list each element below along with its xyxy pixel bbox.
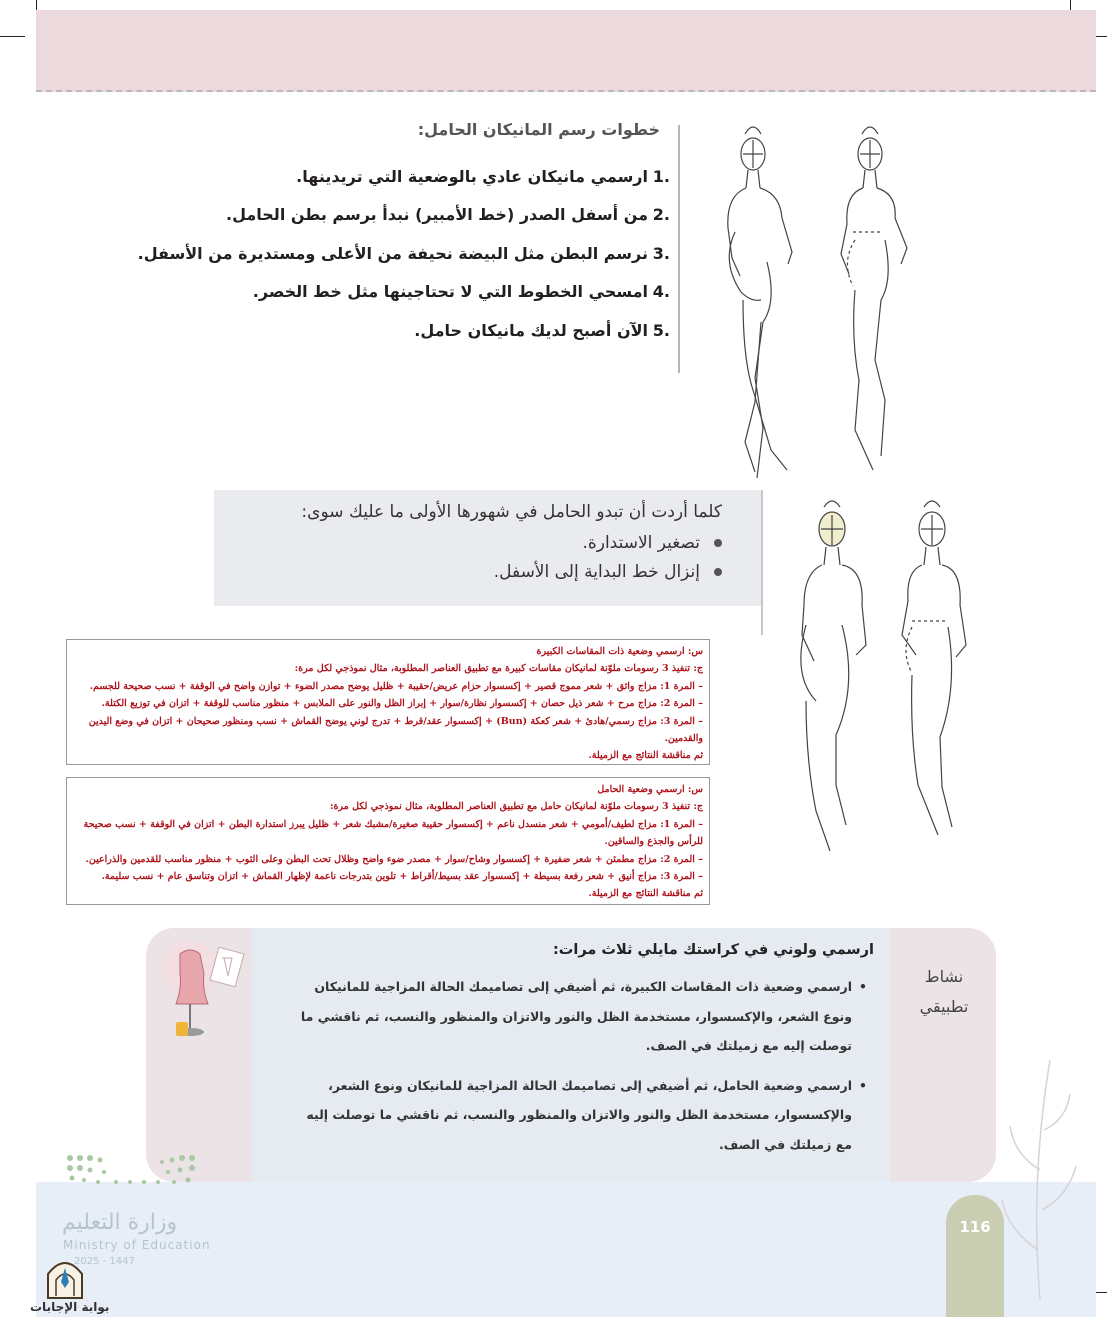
mannequin-figures-bottom	[772, 495, 987, 870]
step-item	[120, 157, 670, 196]
header-divider	[36, 90, 1096, 92]
activity-item-line: ونوع الشعر، والإكسسوار، مستخدمة الظل والنور والاتزان والمنظور والنسب، ثم ناقشي ما	[300, 1008, 852, 1024]
step-number: .1	[652, 166, 670, 186]
answer-line: س: ارسمي وضعية ذات المقاسات الكبيرة	[536, 646, 703, 657]
note-list	[234, 528, 722, 586]
answer-line: للرأس والجذع والساقين.	[604, 836, 703, 848]
crop-mark	[0, 36, 25, 37]
steps-title: خطوات رسم المانيكان الحامل:	[417, 120, 660, 139]
answer-line: ج: تنفيذ 3 رسومات ملوّنة لمانيكان مقاسات كبيرة مع تطبيق العناصر المطلوبة، مثال نموذجي لكل مرة:	[294, 663, 703, 675]
step-item	[120, 196, 670, 235]
activity-content	[262, 942, 874, 1169]
answer-line: – المرة 1: مزاج واثق + شعر مموج قصير + إكسسوار حزام عريض/حقيبة + ظليل يوضح مصدر الضوء + توازن واضح في الوقفة + نسب صحيحة للجسم.	[89, 680, 703, 692]
activity-item	[262, 972, 874, 1061]
decorative-plant-icon	[990, 1050, 1090, 1300]
note-divider	[761, 490, 763, 635]
bullet-icon: •	[859, 979, 867, 994]
bullet-icon	[714, 568, 722, 576]
step-number: .3	[652, 243, 670, 263]
portal-logo-icon	[44, 1256, 86, 1300]
step-text: ارسمي مانيكان عادي بالوضعية التي تريدينها.	[296, 166, 648, 186]
step-number: .5	[652, 320, 670, 340]
step-item	[120, 234, 670, 273]
mannequin-figures-top	[705, 122, 935, 492]
note-title: كلما أردت أن تبدو الحامل في شهورها الأولى ما عليك سوى:	[301, 502, 722, 522]
bullet-icon	[714, 539, 722, 547]
step-text: نرسم البطن مثل البيضة نحيفة من الأعلى ومستديرة من الأسفل.	[137, 243, 648, 263]
answer-line: – المرة 3: مزاج رسمي/هادئ + شعر كعكة (Bun) + إكسسوار عقد/قرط + تدرج لوني يوضح القماش + نسب ومنظور صحيحان + اتزان في وضع اليدين	[88, 715, 703, 727]
step-number: .4	[652, 282, 670, 302]
note-item-text: تصغير الاستدارة.	[582, 532, 700, 553]
answer-box-1	[66, 639, 710, 765]
ministry-name-arabic: وزارة التعليم	[62, 1210, 178, 1235]
answer-line: – المرة 2: مزاج مرح + شعر ذيل حصان + إكسسوار نظارة/سوار + إبراز الظل والنور على الملابس + منظور مناسب للوقفة + اتزان في توزيع الكتلة.	[101, 698, 703, 710]
answer-line: والقدمين.	[664, 733, 703, 745]
activity-item-line: ارسمي وضعية الحامل، ثم أضيفي إلى تصاميمك الحالة المزاجية للمانيكان ونوع الشعر،	[328, 1077, 852, 1093]
steps-divider	[678, 125, 680, 373]
activity-item	[262, 1071, 874, 1160]
note-item	[234, 528, 722, 557]
note-item-text: إنزال خط البداية إلى الأسفل.	[493, 561, 700, 582]
activity-item-line: توصلت إليه مع زميلتك في الصف.	[645, 1038, 852, 1053]
header-band	[36, 10, 1096, 92]
steps-section	[120, 120, 670, 350]
activity-label-line: نشاط	[924, 967, 964, 986]
activity-item-line: والإكسسوار، مستخدمة الظل والنور والاتزان والمنظور والنسب، ثم ناقشي ما توصلت إليه	[306, 1107, 852, 1122]
step-item	[120, 273, 670, 312]
activity-item-line: ارسمي وضعية ذات المقاسات الكبيرة، ثم أضيفي إلى تصاميمك الحالة المزاجية للمانيكان	[314, 979, 852, 994]
step-text: من أسفل الصدر (خط الأمبير) نبدأ برسم بطن الحامل.	[226, 205, 648, 225]
answer-line: – المرة 3: مزاج أنيق + شعر رفعة بسيطة + إكسسوار عقد بسيط/أقراط + تلوين بتدرجات ناعمة لإظهار القماش + اتزان وتناسق عام + نسب سليمة.	[101, 871, 703, 883]
answer-line: – المرة 1: مزاج لطيف/أمومي + شعر منسدل ناعم + إكسسوار حقيبة صغيرة/مشبك شعر + ظليل يبرز استدارة البطن + اتزان في الوقفة + نسب صحيحة	[83, 818, 703, 830]
portal-name: بوابة الإجابات	[30, 1300, 110, 1314]
page-number: 116	[959, 1218, 991, 1236]
note-box	[214, 490, 762, 606]
answer-line: ج: تنفيذ 3 رسومات ملوّنة لمانيكان حامل مع تطبيق العناصر المطلوبة، مثال نموذجي لكل مرة:	[329, 801, 703, 813]
answer-line: ثم مناقشة النتائج مع الزميلة.	[588, 888, 703, 900]
activity-title: ارسمي ولوني في كراستك مايلي ثلاث مرات:	[552, 942, 874, 958]
edition-year: 2025 - 1447	[74, 1256, 135, 1267]
bullet-icon: •	[859, 1077, 867, 1093]
answer-box-2	[66, 777, 710, 905]
ministry-name-english: Ministry of Education	[63, 1238, 211, 1252]
step-number: .2	[652, 205, 670, 225]
answer-line: – المرة 2: مزاج مطمئن + شعر ضفيرة + إكسسوار وشاح/سوار + مصدر ضوء واضح وظلال تحت البطن وعلى الثوب + منظور مناسب للقدمين والذراعين.	[85, 853, 703, 865]
activity-label-line: تطبيقي	[919, 997, 969, 1016]
answer-line: س: ارسمي وضعية الحامل	[597, 784, 703, 795]
answer-line: ثم مناقشة النتائج مع الزميلة.	[588, 750, 703, 762]
ministry-dots-logo	[64, 1152, 200, 1196]
step-item	[120, 311, 670, 350]
page-number-tab	[946, 1195, 1004, 1317]
note-item	[234, 557, 722, 586]
dress-form-icon	[150, 934, 250, 1044]
step-text: الآن أصبح لديك مانيكان حامل.	[414, 320, 648, 340]
activity-item-line: مع زميلتك في الصف.	[719, 1136, 852, 1152]
activity-label	[905, 962, 983, 1022]
step-text: امسحي الخطوط التي لا تحتاجينها مثل خط الخصر.	[252, 282, 648, 302]
